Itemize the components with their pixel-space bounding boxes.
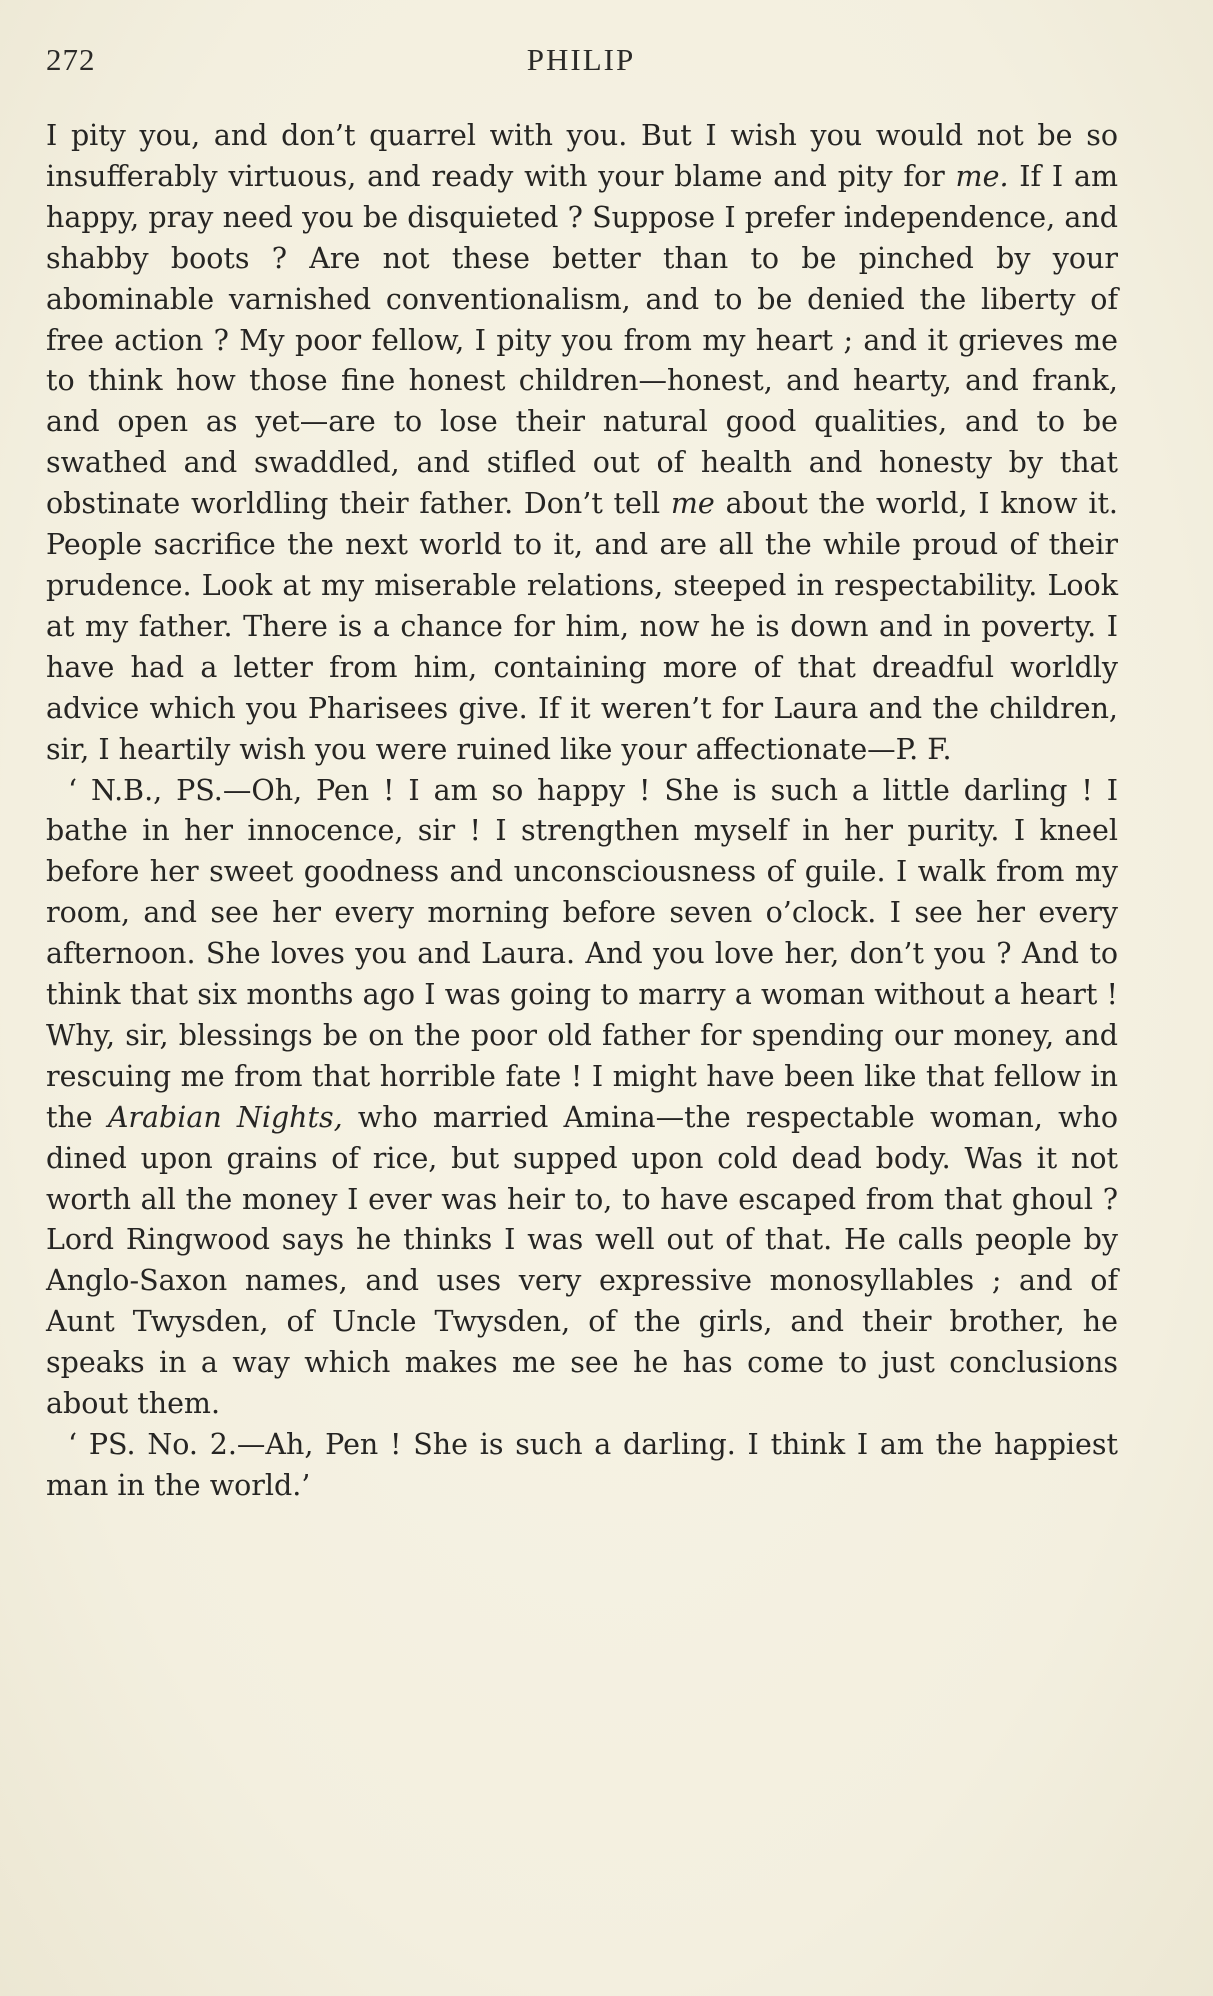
text-run: about the world, I know it. People sacrifice the next world to it, and are all the while proud of their prudence. Look at my miserable relations, steeped in respectability. Look at my father. There is a chance for him, now he is down and in poverty. I have had a letter from him, containing more of that dreadful worldly advice which you Pharisees give. If it weren’t for Laura and the children, sir, I heartily wish you were ruined like your affectionate—P. F. [46, 487, 1118, 766]
paragraph-postscript-1 [46, 771, 1118, 1426]
page-number: 272 [46, 42, 96, 77]
italic-emphasis: me [670, 487, 715, 521]
text-run: who married Amina—the respectable woman, who dined upon grains of rice, but supped upon cold dead body. Was it not worth all the money I ever was heir to, to have escaped from that ghoul ? Lord Ringwood says he thinks I was well out of that. He calls people by Anglo-Saxon names, and uses very expressive monosyllables ; and of Aunt Twysden, of Uncle Twysden, of the girls, and their brother, he speaks in a way which makes me see he has come to just conclusions about them. [46, 1100, 1118, 1421]
italic-emphasis: me. [955, 159, 1009, 193]
text-run: I pity you, and don’t quarrel with you. But I wish you would not be so insufferably virtuous, and ready with your blame and pity for [46, 119, 1118, 193]
running-head-title: PHILIP [526, 42, 636, 77]
text-run: If I am happy, pray need you be disquieted ? Suppose I prefer independence, and shabby boots ? Are not these better than to be pinched by your abominable varnished conventionalism, and to be denied the liberty of free action ? My poor fellow, I pity you from my heart ; and it grieves me to think how those fine honest children—honest, and hearty, and frank, and open as yet—are to lose their natural good qualities, and to be swathed and swaddled, and stifled out of health and honesty by that obstinate worldling their father. Don’t tell [46, 159, 1118, 521]
body-text [46, 116, 1118, 1507]
paragraph-letter-body [46, 116, 1118, 771]
italic-title: Arabian Nights, [107, 1100, 343, 1134]
page-header [46, 42, 1116, 86]
paragraph-postscript-2 [46, 1425, 1118, 1507]
text-run: ‘ N.B., PS.—Oh, Pen ! I am so happy ! She is such a little darling ! I bathe in her innocence, sir ! I strengthen myself in her purity. I kneel before her sweet goodness and unconsciousness of guile. I walk from my room, and see her every morning before seven o’clock. I see her every afternoon. She loves you and Laura. And you love her, don’t you ? And to think that six months ago I was going to marry a woman without a heart ! Why, sir, blessings be on the poor old father for spending our money, and rescuing me from that horrible fate ! I might have been like that fellow in the [46, 773, 1118, 1134]
text-run: ‘ PS. No. 2.—Ah, Pen ! She is such a darling. I think I am the happiest man in the world.’ [46, 1428, 1118, 1502]
